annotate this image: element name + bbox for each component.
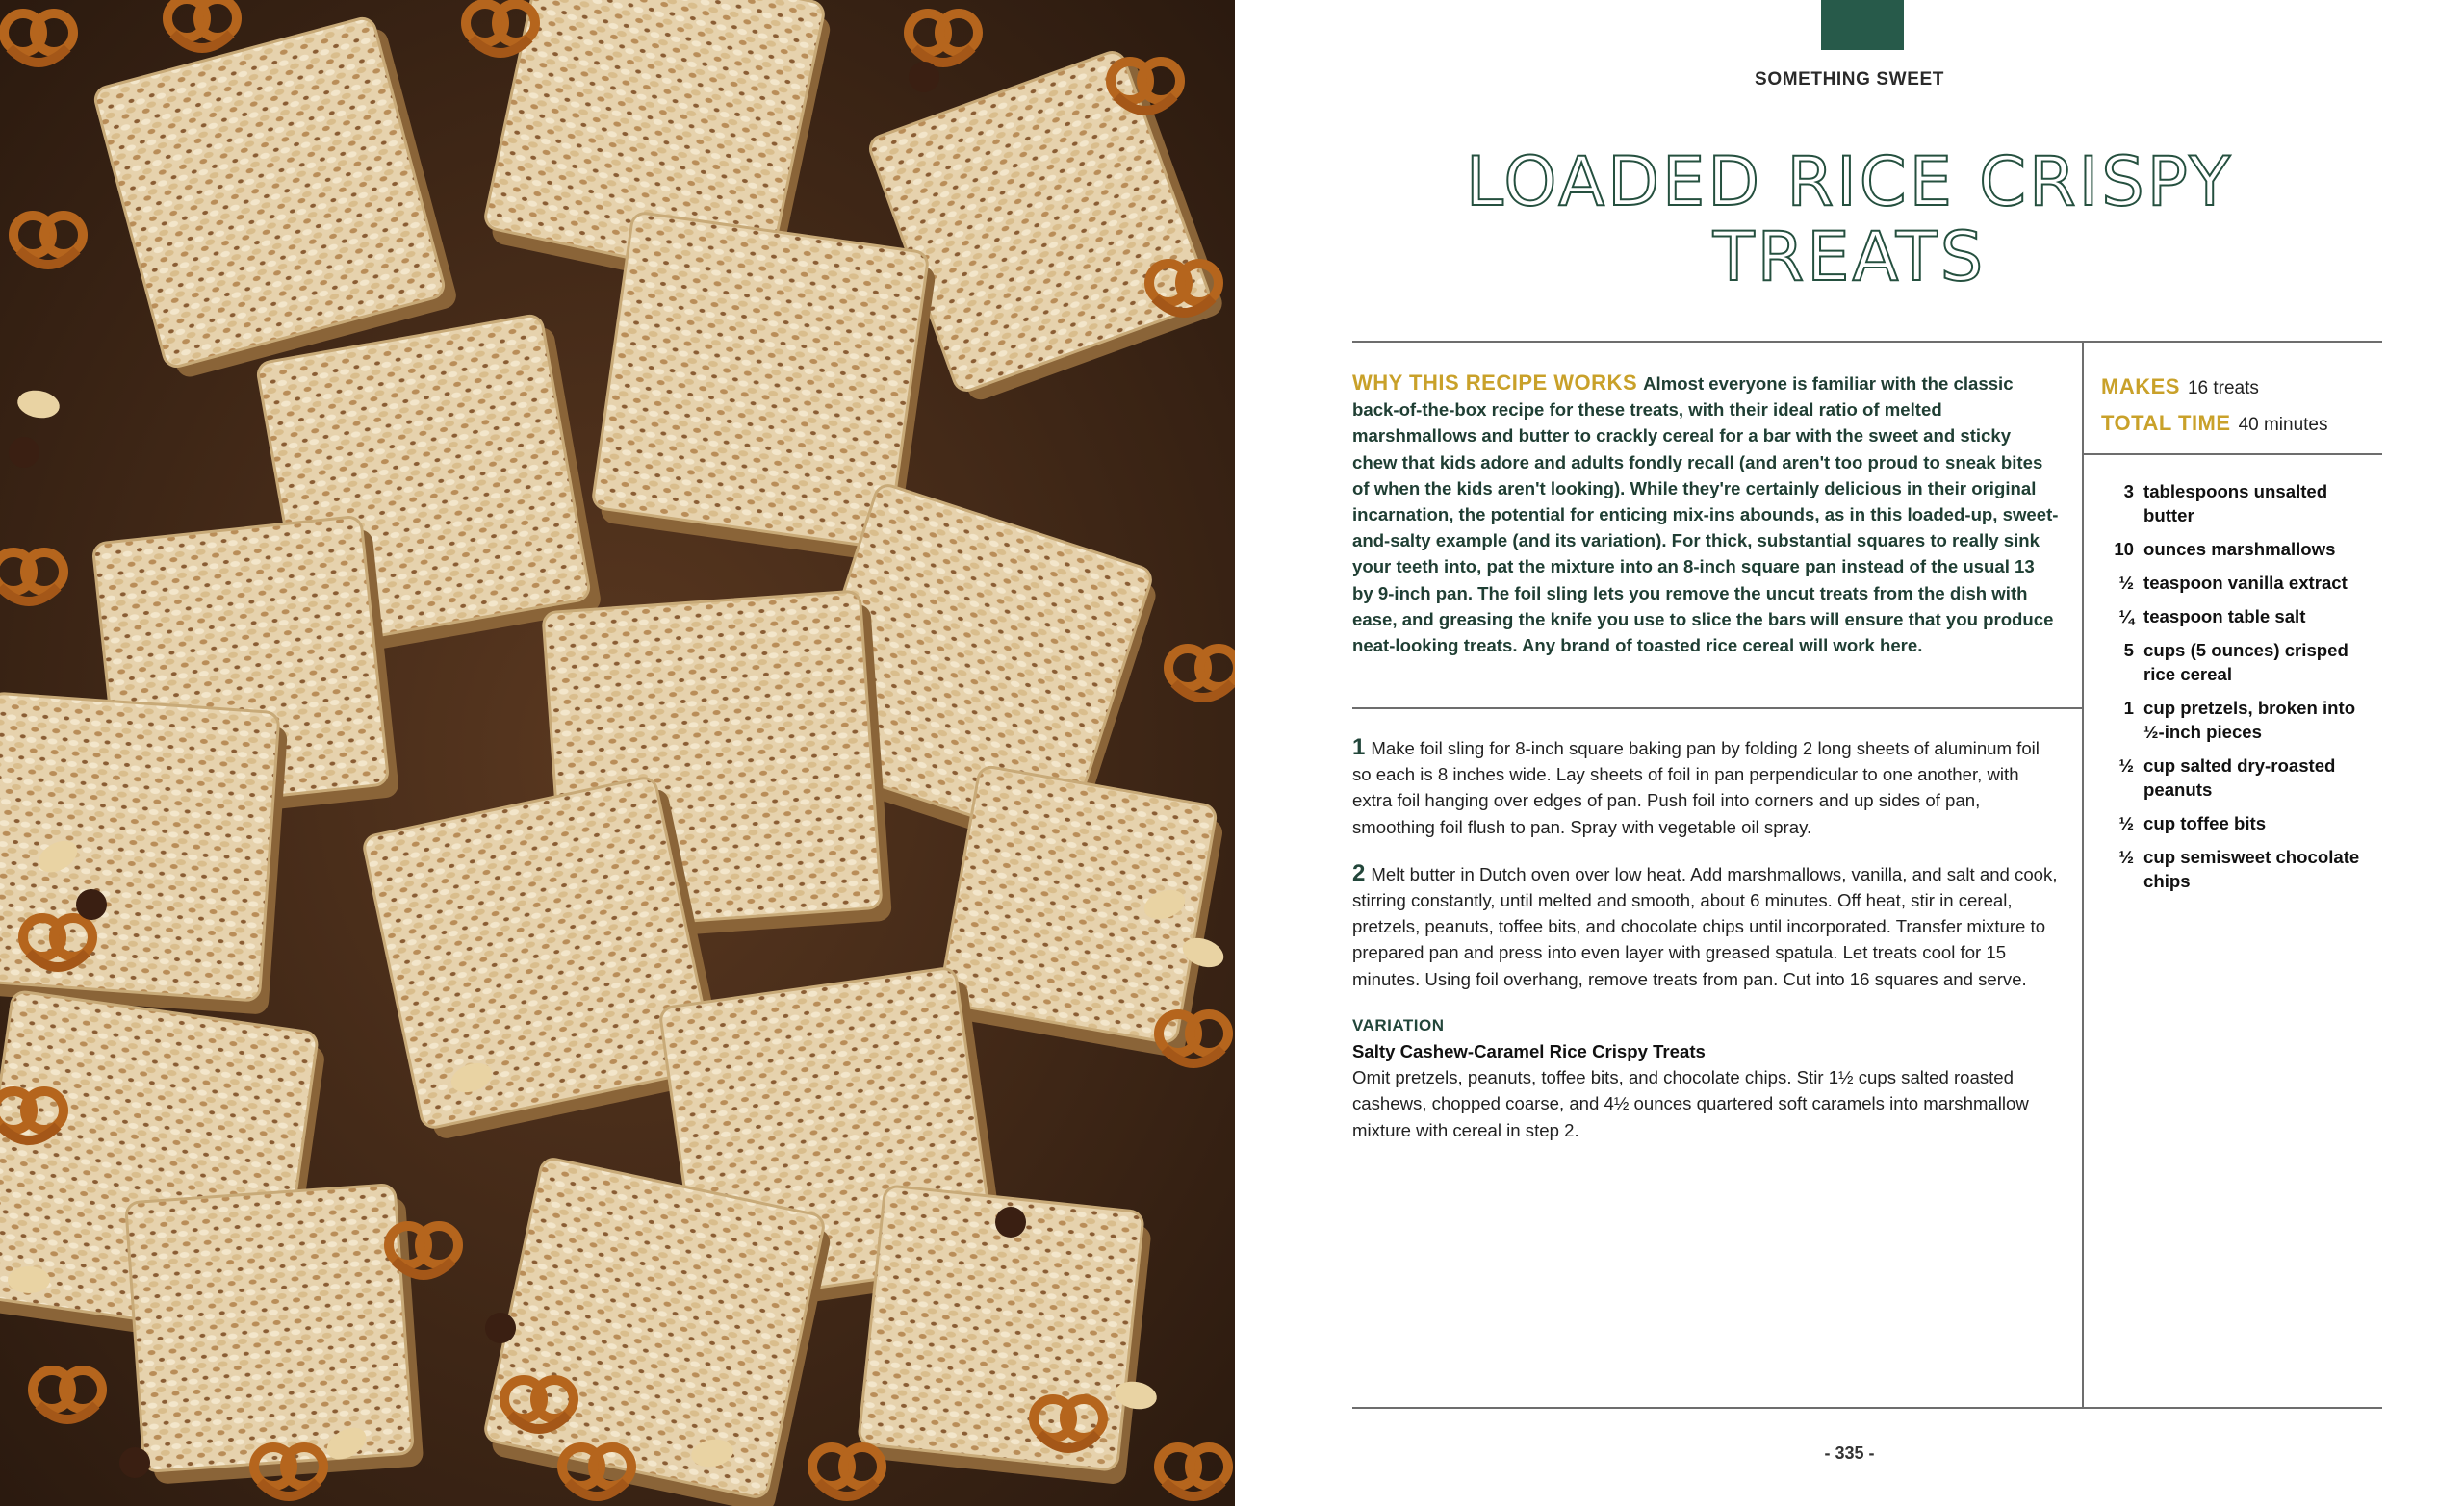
makes-label: MAKES	[2101, 374, 2180, 398]
total-time-label: TOTAL TIME	[2101, 411, 2231, 435]
ingredient-text: cup semisweet chocolate chips	[2143, 847, 2360, 891]
ingredient-text: tablespoons unsalted butter	[2143, 481, 2328, 525]
method-steps	[1352, 734, 2059, 1143]
ingredient-item	[2101, 571, 2380, 595]
variation-text: Omit pretzels, peanuts, toffee bits, and chocolate chips. Stir 1½ cups salted roasted cashews, chopped coarse, and 4½ ounces quartered soft caramels into marshmallow mixture with cereal in step 2.	[1352, 1067, 2029, 1140]
total-time-row	[2101, 406, 2390, 443]
why-this-recipe-works	[1352, 370, 2059, 658]
total-time-value: 40 minutes	[2238, 415, 2328, 435]
variation-title: Salty Cashew-Caramel Rice Crispy Treats	[1352, 1041, 1706, 1062]
recipe-meta	[2101, 370, 2390, 443]
why-bottom-rule	[1352, 707, 2082, 709]
makes-row	[2101, 370, 2390, 406]
recipe-title: LOADED RICE CRISPY TREATS	[1465, 142, 2234, 296]
step-number: 1	[1352, 734, 1366, 760]
ingredient-qty: ¼	[2118, 606, 2134, 626]
treat-squares	[0, 0, 1227, 1506]
ingredient-qty: ½	[2118, 813, 2134, 833]
step-text: Melt butter in Dutch oven over low heat. Add marshmallows, vanilla, and salt and cook, stirring constantly, until melted and smooth, about 6 minutes. Off heat, stir in cereal, pretzels, peanuts, toffee bits, and chocolate chips until incorporated. Transfer mixture to prepared pan and press into even layer with greased spatula. Let treats cool for 15 minutes. Using foil overhang, remove treats from pan. Cut into 16 squares and serve.	[1352, 863, 2058, 989]
ingredient-qty: ½	[2118, 847, 2134, 867]
ingredient-item	[2101, 537, 2380, 561]
why-text: Almost everyone is familiar with the classic back-of-the-box recipe for these treats, with their ideal ratio of melted marshmallows and butter to crackly cereal for a bar with the sweet and sticky chew that kids adore and adults fondly recall (and aren't too proud to sneak bites of when the kids aren't looking). While they're certainly delicious in their original incarnation, the potential for enticing mix-ins abounds, as in this loaded-up, sweet-and-salty example (and its variation). For thick, substantial squares to really sink your teeth into, pat the mixture into an 8-inch square pan instead of the usual 13 by 9-inch pan. The foil sling lets you remove the uncut treats from the dish with ease, and greasing the knife you use to slice the bars will ensure that you produce neat-looking treats. Any brand of toasted rice cereal will work here.	[1352, 373, 2059, 656]
ingredient-text: cups (5 ounces) crisped rice cereal	[2143, 640, 2348, 684]
ingredient-text: cup salted dry-roasted peanuts	[2143, 755, 2336, 800]
chocolate-chip	[995, 1207, 1026, 1238]
ingredient-qty: 1	[2123, 698, 2134, 718]
ingredient-item	[2101, 845, 2380, 893]
step-2	[1352, 860, 2059, 992]
ingredient-text: teaspoon vanilla extract	[2143, 573, 2348, 593]
treat-square	[126, 1184, 424, 1486]
column-divider	[2082, 341, 2084, 1409]
step-1	[1352, 734, 2059, 840]
chapter-tab	[1821, 0, 1904, 50]
why-lead: WHY THIS RECIPE WORKS	[1352, 370, 1638, 395]
bottom-rule	[1352, 1407, 2382, 1409]
ingredient-item	[2101, 638, 2380, 686]
page-number: - 335 -	[1824, 1443, 1875, 1463]
makes-value: 16 treats	[2187, 378, 2259, 398]
peanut	[8, 1266, 50, 1293]
ingredient-item	[2101, 696, 2380, 744]
variation-heading: VARIATION	[1352, 1015, 1445, 1034]
ingredient-qty: ½	[2118, 573, 2134, 593]
ingredient-text: cup toffee bits	[2143, 813, 2267, 833]
ingredient-item	[2101, 479, 2380, 527]
recipe-page	[1235, 0, 2464, 1506]
ingredient-qty: 3	[2123, 481, 2134, 501]
ingredient-list	[2101, 479, 2380, 903]
top-rule	[1352, 341, 2382, 343]
ingredient-text: teaspoon table salt	[2143, 606, 2306, 626]
section-label: SOMETHING SWEET	[1755, 69, 1944, 89]
step-text: Make foil sling for 8-inch square baking pan by folding 2 long sheets of aluminum foil so each is 8 inches wide. Lay sheets of foil in pan perpendicular to one another, with extra foil hanging over edges of pan. Push foil into corners and up sides of pan, smoothing foil flush to pan. Spray with vegetable oil spray.	[1352, 738, 2040, 837]
ingredient-text: ounces marshmallows	[2143, 539, 2336, 559]
ingredient-qty: ½	[2118, 755, 2134, 776]
meta-bottom-rule	[2082, 453, 2382, 455]
treat-square	[480, 1157, 835, 1506]
ingredient-qty: 10	[2114, 539, 2134, 559]
ingredient-text: cup pretzels, broken into ½-inch pieces	[2143, 698, 2356, 742]
ingredient-qty: 5	[2123, 640, 2134, 660]
step-number: 2	[1352, 859, 1366, 886]
ingredient-item	[2101, 811, 2380, 835]
ingredient-item	[2101, 753, 2380, 802]
ingredient-item	[2101, 604, 2380, 628]
